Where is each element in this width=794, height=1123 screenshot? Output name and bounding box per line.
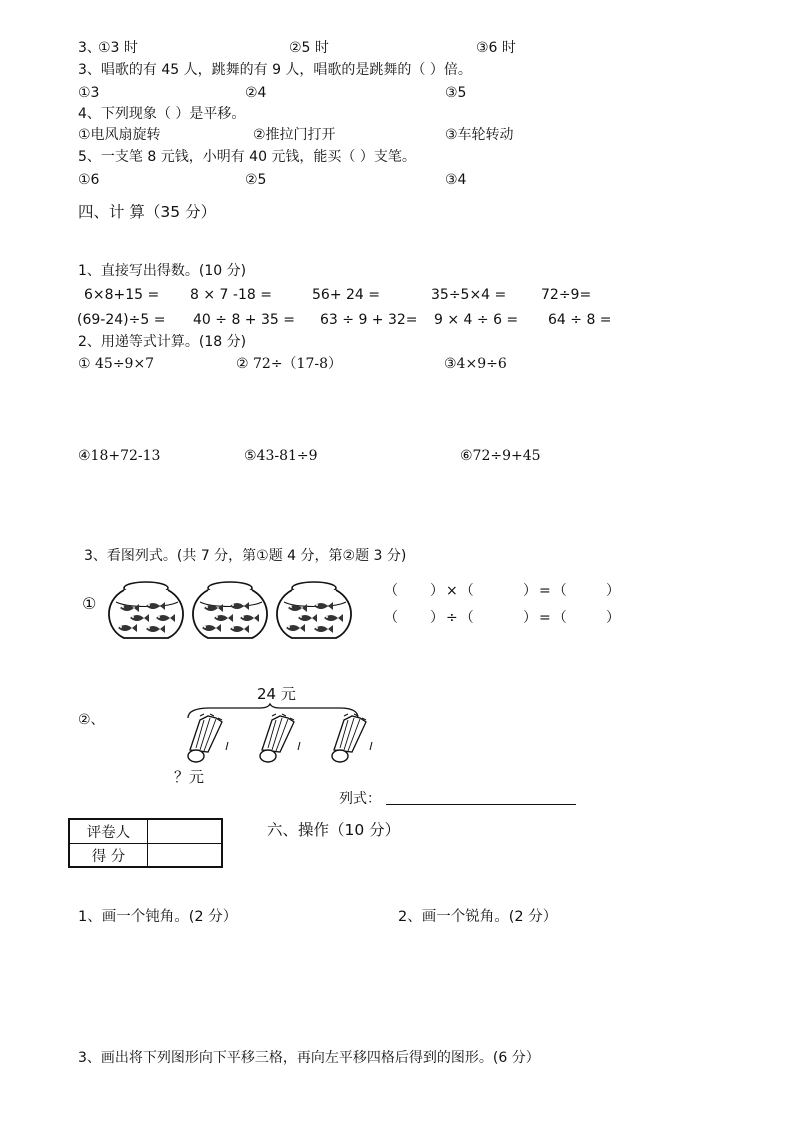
score-table bbox=[68, 818, 223, 868]
p3-total-price: 24 元 bbox=[257, 685, 296, 703]
p1-expr-3: 56+ 24 = bbox=[312, 287, 380, 303]
op-q2: 2、画一个锐角。(2 分） bbox=[398, 909, 558, 925]
p3-eq2-b: ）÷（ bbox=[430, 610, 476, 626]
score-table-row-score bbox=[70, 844, 221, 867]
p3-eq1-c: ）=（ bbox=[523, 583, 569, 599]
p2-title: 2、用递等式计算。(18 分) bbox=[78, 334, 247, 350]
section4-title: 四、计 算（35 分） bbox=[78, 203, 217, 221]
q5-text: 5、一支笔 8 元钱，小明有 40 元钱，能买（ ）支笔。 bbox=[78, 149, 416, 165]
q3b-option-2: ②4 bbox=[245, 85, 267, 101]
p2-expr-4: ④18+72-13 bbox=[78, 448, 161, 464]
op-q1: 1、画一个钝角。(2 分） bbox=[78, 909, 238, 925]
q3b-option-1: ①3 bbox=[78, 85, 100, 101]
p3-eq1-b: ）×（ bbox=[430, 583, 476, 599]
score-table-row-reviewer bbox=[70, 820, 221, 844]
q3a-option-2: ②5 时 bbox=[289, 40, 329, 56]
p1-expr-9: 9 × 4 ÷ 6 = bbox=[434, 312, 519, 328]
p3-eq2-d: ） bbox=[606, 610, 620, 626]
q3a-option-1: ①3 时 bbox=[98, 40, 138, 56]
score-field[interactable] bbox=[148, 844, 221, 867]
p3-title: 3、看图列式。(共 7 分，第①题 4 分，第②题 3 分) bbox=[84, 548, 407, 564]
p3-eq2-a: （ bbox=[384, 610, 400, 626]
p1-expr-4: 35÷5×4 = bbox=[431, 287, 507, 303]
q4-option-2: ②推拉门打开 bbox=[253, 127, 336, 143]
p3-eq2-c: ）=（ bbox=[523, 610, 569, 626]
p1-expr-6: (69-24)÷5 = bbox=[77, 312, 166, 328]
q4-option-1: ①电风扇旋转 bbox=[78, 127, 161, 143]
formula-answer-line[interactable] bbox=[386, 804, 576, 805]
p3-marker-2: ②、 bbox=[78, 712, 105, 728]
p3-unknown-price: ？元 bbox=[174, 768, 205, 786]
shuttlecock-illustration bbox=[180, 704, 390, 764]
p2-expr-2: ② 72÷（17-8） bbox=[236, 356, 342, 372]
p3-eq1-a: （ bbox=[384, 583, 400, 599]
reviewer-field[interactable] bbox=[148, 820, 221, 843]
p1-expr-1: 6×8+15 = bbox=[84, 287, 160, 303]
formula-label: 列式： bbox=[339, 791, 381, 807]
fish-bowls-illustration bbox=[100, 578, 360, 642]
q5-option-1: ①6 bbox=[78, 172, 100, 188]
section6-title: 六、操作（10 分） bbox=[267, 821, 401, 839]
op-q3: 3、画出将下列图形向下平移三格，再向左平移四格后得到的图形。(6 分） bbox=[78, 1050, 540, 1066]
p1-title: 1、直接写出得数。(10 分) bbox=[78, 263, 247, 279]
q5-option-3: ③4 bbox=[445, 172, 467, 188]
q3b-option-3: ③5 bbox=[445, 85, 467, 101]
q3b-text: 3、唱歌的有 45 人，跳舞的有 9 人，唱歌的是跳舞的（ ）倍。 bbox=[78, 62, 472, 78]
q3a-option-3: ③6 时 bbox=[476, 40, 516, 56]
reviewer-label: 评卷人 bbox=[70, 820, 148, 843]
q3a-label: 3、 bbox=[78, 40, 101, 56]
p3-marker-1: ① bbox=[82, 594, 97, 613]
p1-expr-5: 72÷9= bbox=[541, 287, 592, 303]
p3-eq1-d: ） bbox=[606, 583, 620, 599]
p2-expr-1: ① 45÷9×7 bbox=[78, 356, 155, 372]
p2-expr-6: ⑥72÷9+45 bbox=[460, 448, 541, 464]
q4-text: 4、下列现象（ ）是平移。 bbox=[78, 106, 246, 122]
p2-expr-3: ③4×9÷6 bbox=[444, 356, 507, 372]
p1-expr-2: 8 × 7 -18 = bbox=[190, 287, 272, 303]
p1-expr-10: 64 ÷ 8 = bbox=[548, 312, 612, 328]
score-label: 得 分 bbox=[70, 844, 148, 867]
p1-expr-8: 63 ÷ 9 + 32= bbox=[320, 312, 418, 328]
p2-expr-5: ⑤43-81÷9 bbox=[244, 448, 318, 464]
p1-expr-7: 40 ÷ 8 + 35 = bbox=[193, 312, 295, 328]
q5-option-2: ②5 bbox=[245, 172, 267, 188]
q4-option-3: ③车轮转动 bbox=[445, 127, 514, 143]
